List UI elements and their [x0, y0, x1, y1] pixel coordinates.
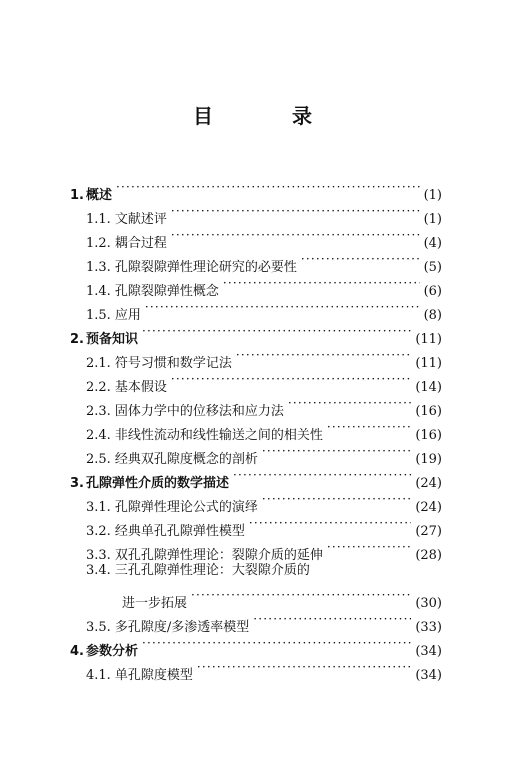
dot-leader — [233, 463, 411, 487]
toc-page-number: (19) — [415, 452, 442, 467]
toc-page-number: (1) — [423, 188, 442, 203]
toc-page-number: (8) — [423, 308, 442, 323]
toc-entry-title: 固体力学中的位移法和应力法 — [114, 404, 284, 419]
toc-entry-title: 单孔隙度模型 — [114, 668, 193, 683]
toc-entry-number: 2.2. — [86, 380, 111, 395]
toc-chapter-entry — [70, 175, 442, 203]
dot-leader — [262, 487, 411, 511]
toc-page-number: (16) — [415, 404, 442, 419]
toc-page-number: (11) — [415, 332, 442, 347]
toc-page-number: (14) — [415, 380, 442, 395]
dot-leader — [171, 223, 420, 247]
toc-section-entry — [70, 199, 442, 227]
toc-entry-number: 2.4. — [86, 428, 111, 443]
toc-entry-number: 2.3. — [86, 404, 111, 419]
toc-entry-number: 1.3. — [86, 260, 111, 275]
table-of-contents — [70, 175, 442, 683]
toc-page-number: (30) — [415, 596, 442, 611]
toc-entry-title: 耦合过程 — [114, 236, 167, 251]
toc-entry-title: 三孔孔隙弹性理论：大裂隙介质的 — [114, 563, 310, 578]
dot-leader — [223, 271, 420, 295]
toc-entry-title: 概述 — [85, 188, 112, 203]
toc-entry-title: 双孔孔隙弹性理论：裂隙介质的延伸 — [114, 548, 323, 563]
toc-page-number: (6) — [423, 284, 442, 299]
toc-entry-title: 孔隙裂隙弹性理论研究的必要性 — [114, 260, 297, 275]
toc-entry-title: 参数分析 — [85, 644, 138, 659]
toc-entry-title: 孔隙弹性介质的数学描述 — [85, 476, 229, 491]
toc-entry-title: 符号习惯和数学记法 — [114, 356, 232, 371]
dot-leader — [171, 367, 411, 391]
toc-page-number: (24) — [415, 476, 442, 491]
dot-leader — [236, 343, 411, 367]
toc-entry-title: 文献述评 — [114, 212, 167, 227]
toc-entry-number: 3. — [70, 476, 84, 491]
toc-entry-title: 应用 — [114, 308, 141, 323]
toc-entry-number: 2.5. — [86, 452, 111, 467]
toc-page-number: (27) — [415, 524, 442, 539]
toc-entry-number: 1.2. — [86, 236, 111, 251]
dot-leader — [327, 415, 411, 439]
toc-section-entry — [70, 559, 442, 583]
dot-leader — [142, 631, 411, 655]
dot-leader — [191, 583, 411, 607]
toc-entry-title: 孔隙弹性理论公式的演绎 — [114, 500, 258, 515]
toc-section-entry — [70, 583, 442, 611]
toc-entry-number: 3.1. — [86, 500, 111, 515]
toc-entry-number: 2.1. — [86, 356, 111, 371]
toc-page-number: (34) — [415, 644, 442, 659]
dot-leader — [249, 511, 411, 535]
toc-page-number: (28) — [415, 548, 442, 563]
dot-leader — [116, 175, 420, 199]
toc-entry-title: 非线性流动和线性输送之间的相关性 — [114, 428, 323, 443]
toc-entry-title: 进一步拓展 — [122, 596, 188, 611]
toc-entry-title: 预备知识 — [85, 332, 138, 347]
toc-entry-number: 4. — [70, 644, 84, 659]
dot-leader — [197, 655, 411, 679]
toc-entry-number: 3.5. — [86, 620, 111, 635]
toc-page-number: (16) — [415, 428, 442, 443]
toc-entry-number: 1. — [70, 188, 84, 203]
dot-leader — [171, 199, 420, 223]
dot-leader — [288, 391, 411, 415]
toc-page-number: (11) — [415, 356, 442, 371]
toc-entry-number: 3.2. — [86, 524, 111, 539]
toc-entry-title: 多孔隙度/多渗透率模型 — [114, 620, 250, 635]
dot-leader — [253, 607, 411, 631]
toc-entry-number: 1.5. — [86, 308, 111, 323]
dot-leader — [301, 247, 420, 271]
toc-page-number: (24) — [415, 500, 442, 515]
toc-page-number: (4) — [423, 236, 442, 251]
toc-page-number: (33) — [415, 620, 442, 635]
toc-entry-title: 孔隙裂隙弹性概念 — [114, 284, 219, 299]
toc-page-number: (5) — [423, 260, 442, 275]
toc-entry-number: 4.1. — [86, 668, 111, 683]
dot-leader — [262, 439, 411, 463]
dot-leader — [327, 535, 411, 559]
toc-entry-number: 3.3. — [86, 548, 111, 563]
toc-entry-title: 经典单孔孔隙弹性模型 — [114, 524, 245, 539]
dot-leader — [142, 319, 411, 343]
toc-entry-number: 3.4. — [86, 563, 111, 578]
toc-entry-number: 2. — [70, 332, 84, 347]
dot-leader — [145, 295, 420, 319]
page-title: 目 录 — [193, 104, 348, 128]
toc-entry-number: 1.1. — [86, 212, 111, 227]
toc-entry-title: 经典双孔隙度概念的剖析 — [114, 452, 258, 467]
toc-entry-number: 1.4. — [86, 284, 111, 299]
toc-page-number: (1) — [423, 212, 442, 227]
toc-page-number: (34) — [415, 668, 442, 683]
toc-entry-title: 基本假设 — [114, 380, 167, 395]
